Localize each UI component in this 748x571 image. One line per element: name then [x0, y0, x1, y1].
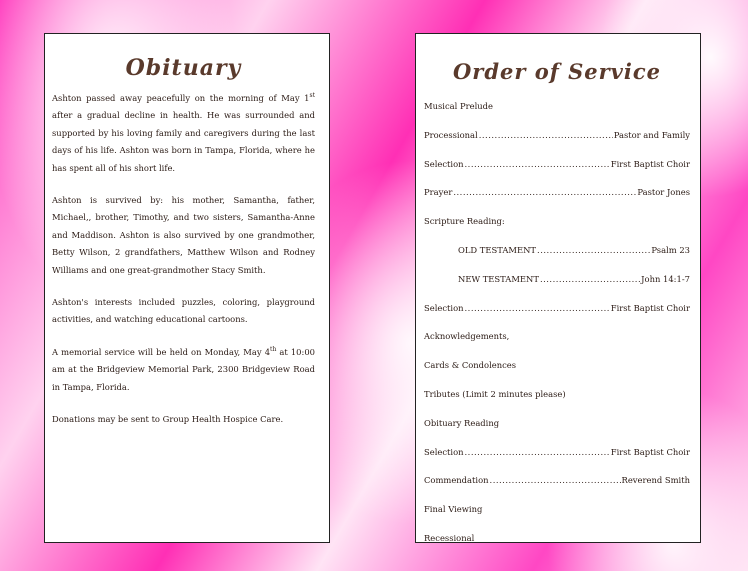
service-item-value: Pastor Jones: [637, 187, 690, 198]
obituary-panel: [44, 33, 330, 543]
obituary-paragraph-text: at 10:00 am at the Bridgeview Memorial Park, 2300 Bridgeview Road in Tampa, Florida.: [52, 346, 315, 392]
dot-leader: [479, 121, 613, 150]
service-item-value: John 14:1-7: [641, 273, 690, 284]
service-item-label: Selection: [424, 158, 464, 169]
obituary-paragraph-text: Donations may be sent to Group Health Hospice Care.: [52, 414, 284, 425]
order-of-service-panel: [415, 33, 701, 543]
dot-leader: [490, 466, 621, 495]
service-item-label: Obituary Reading: [424, 417, 500, 428]
service-item-label: Cards & Condolences: [424, 360, 517, 371]
service-item-value: First Baptist Choir: [610, 158, 690, 169]
service-item: [424, 524, 690, 553]
service-item: [424, 265, 690, 294]
obituary-paragraph-text: Ashton is survived by: his mother, Samantha, father, Michael,, brother, Timothy, and two sisters, Samantha-Anne and Maddison. Ashton is also survived by one grandmother, Betty Wilson, 2 grandfathers, Matthew Wilson and Rodney Williams and one great-grandmother Stacy Smith.: [52, 195, 315, 275]
obituary-paragraph-text: A memorial service will be held on Monday, May 4: [52, 346, 271, 357]
service-item-value: First Baptist Choir: [610, 446, 690, 457]
dot-leader: [540, 265, 640, 294]
service-list: [424, 92, 690, 553]
obituary-paragraph-text: Ashton passed away peacefully on the morning of May 1: [52, 93, 310, 103]
service-item-label: Musical Prelude: [424, 101, 493, 111]
service-item-label: Tributes (Limit 2 minutes please): [424, 388, 566, 399]
service-item-label: NEW TESTAMENT: [458, 273, 539, 284]
obituary-paragraph-text: after a gradual decline in health. He was surrounded and supported by his loving family and caregivers during the last days of his life. Ashton was born in Tampa, Florida, where he has spent all of his short life.: [52, 110, 315, 173]
service-item: [424, 207, 690, 236]
service-item: [424, 236, 690, 265]
service-item-label: Commendation: [424, 475, 489, 486]
obituary-paragraph: [52, 294, 315, 329]
service-item: [424, 380, 690, 409]
obituary-paragraph-text: Ashton's interests included puzzles, coloring, playground activities, and watching educational cartoons.: [52, 297, 315, 325]
service-item-label: Processional: [424, 129, 478, 140]
service-item: [424, 322, 690, 351]
service-item-value: Reverend Smith: [621, 475, 690, 486]
service-item: [424, 409, 690, 438]
dot-leader: [537, 236, 650, 265]
service-item-label: Final Viewing: [424, 504, 483, 515]
obituary-title: Obituary: [125, 55, 242, 81]
service-item: [424, 294, 690, 323]
obituary-paragraph: [52, 192, 315, 279]
service-item: [424, 438, 690, 467]
dot-leader: [453, 178, 636, 207]
obituary-paragraph: [52, 411, 315, 428]
service-item-label: Selection: [424, 446, 464, 457]
service-item: [424, 351, 690, 380]
service-item-value: Psalm 23: [651, 244, 690, 255]
ordinal-suffix: st: [309, 92, 315, 100]
service-item: [424, 150, 690, 179]
service-item-label: Recessional: [424, 532, 475, 543]
service-item-value: First Baptist Choir: [610, 302, 690, 313]
service-item-label: Selection: [424, 302, 464, 313]
service-item-value: Pastor and Family: [613, 129, 690, 140]
dot-leader: [465, 294, 610, 323]
service-item: [424, 495, 690, 524]
order-of-service-title: Order of Service: [452, 59, 662, 84]
service-item-label: Scripture Reading:: [424, 216, 505, 227]
service-item: [424, 466, 690, 495]
ordinal-suffix: th: [270, 346, 277, 354]
obituary-paragraph: [52, 90, 315, 177]
service-item: [424, 178, 690, 207]
obituary-paragraph: [52, 344, 315, 396]
service-item-label: OLD TESTAMENT: [458, 244, 537, 255]
service-item-label: Prayer: [424, 187, 453, 198]
obituary-body: [52, 90, 315, 429]
service-item: [424, 92, 690, 121]
service-item-label: Acknowledgements,: [424, 331, 510, 342]
service-item: [424, 121, 690, 150]
dot-leader: [465, 438, 610, 467]
dot-leader: [465, 150, 610, 179]
